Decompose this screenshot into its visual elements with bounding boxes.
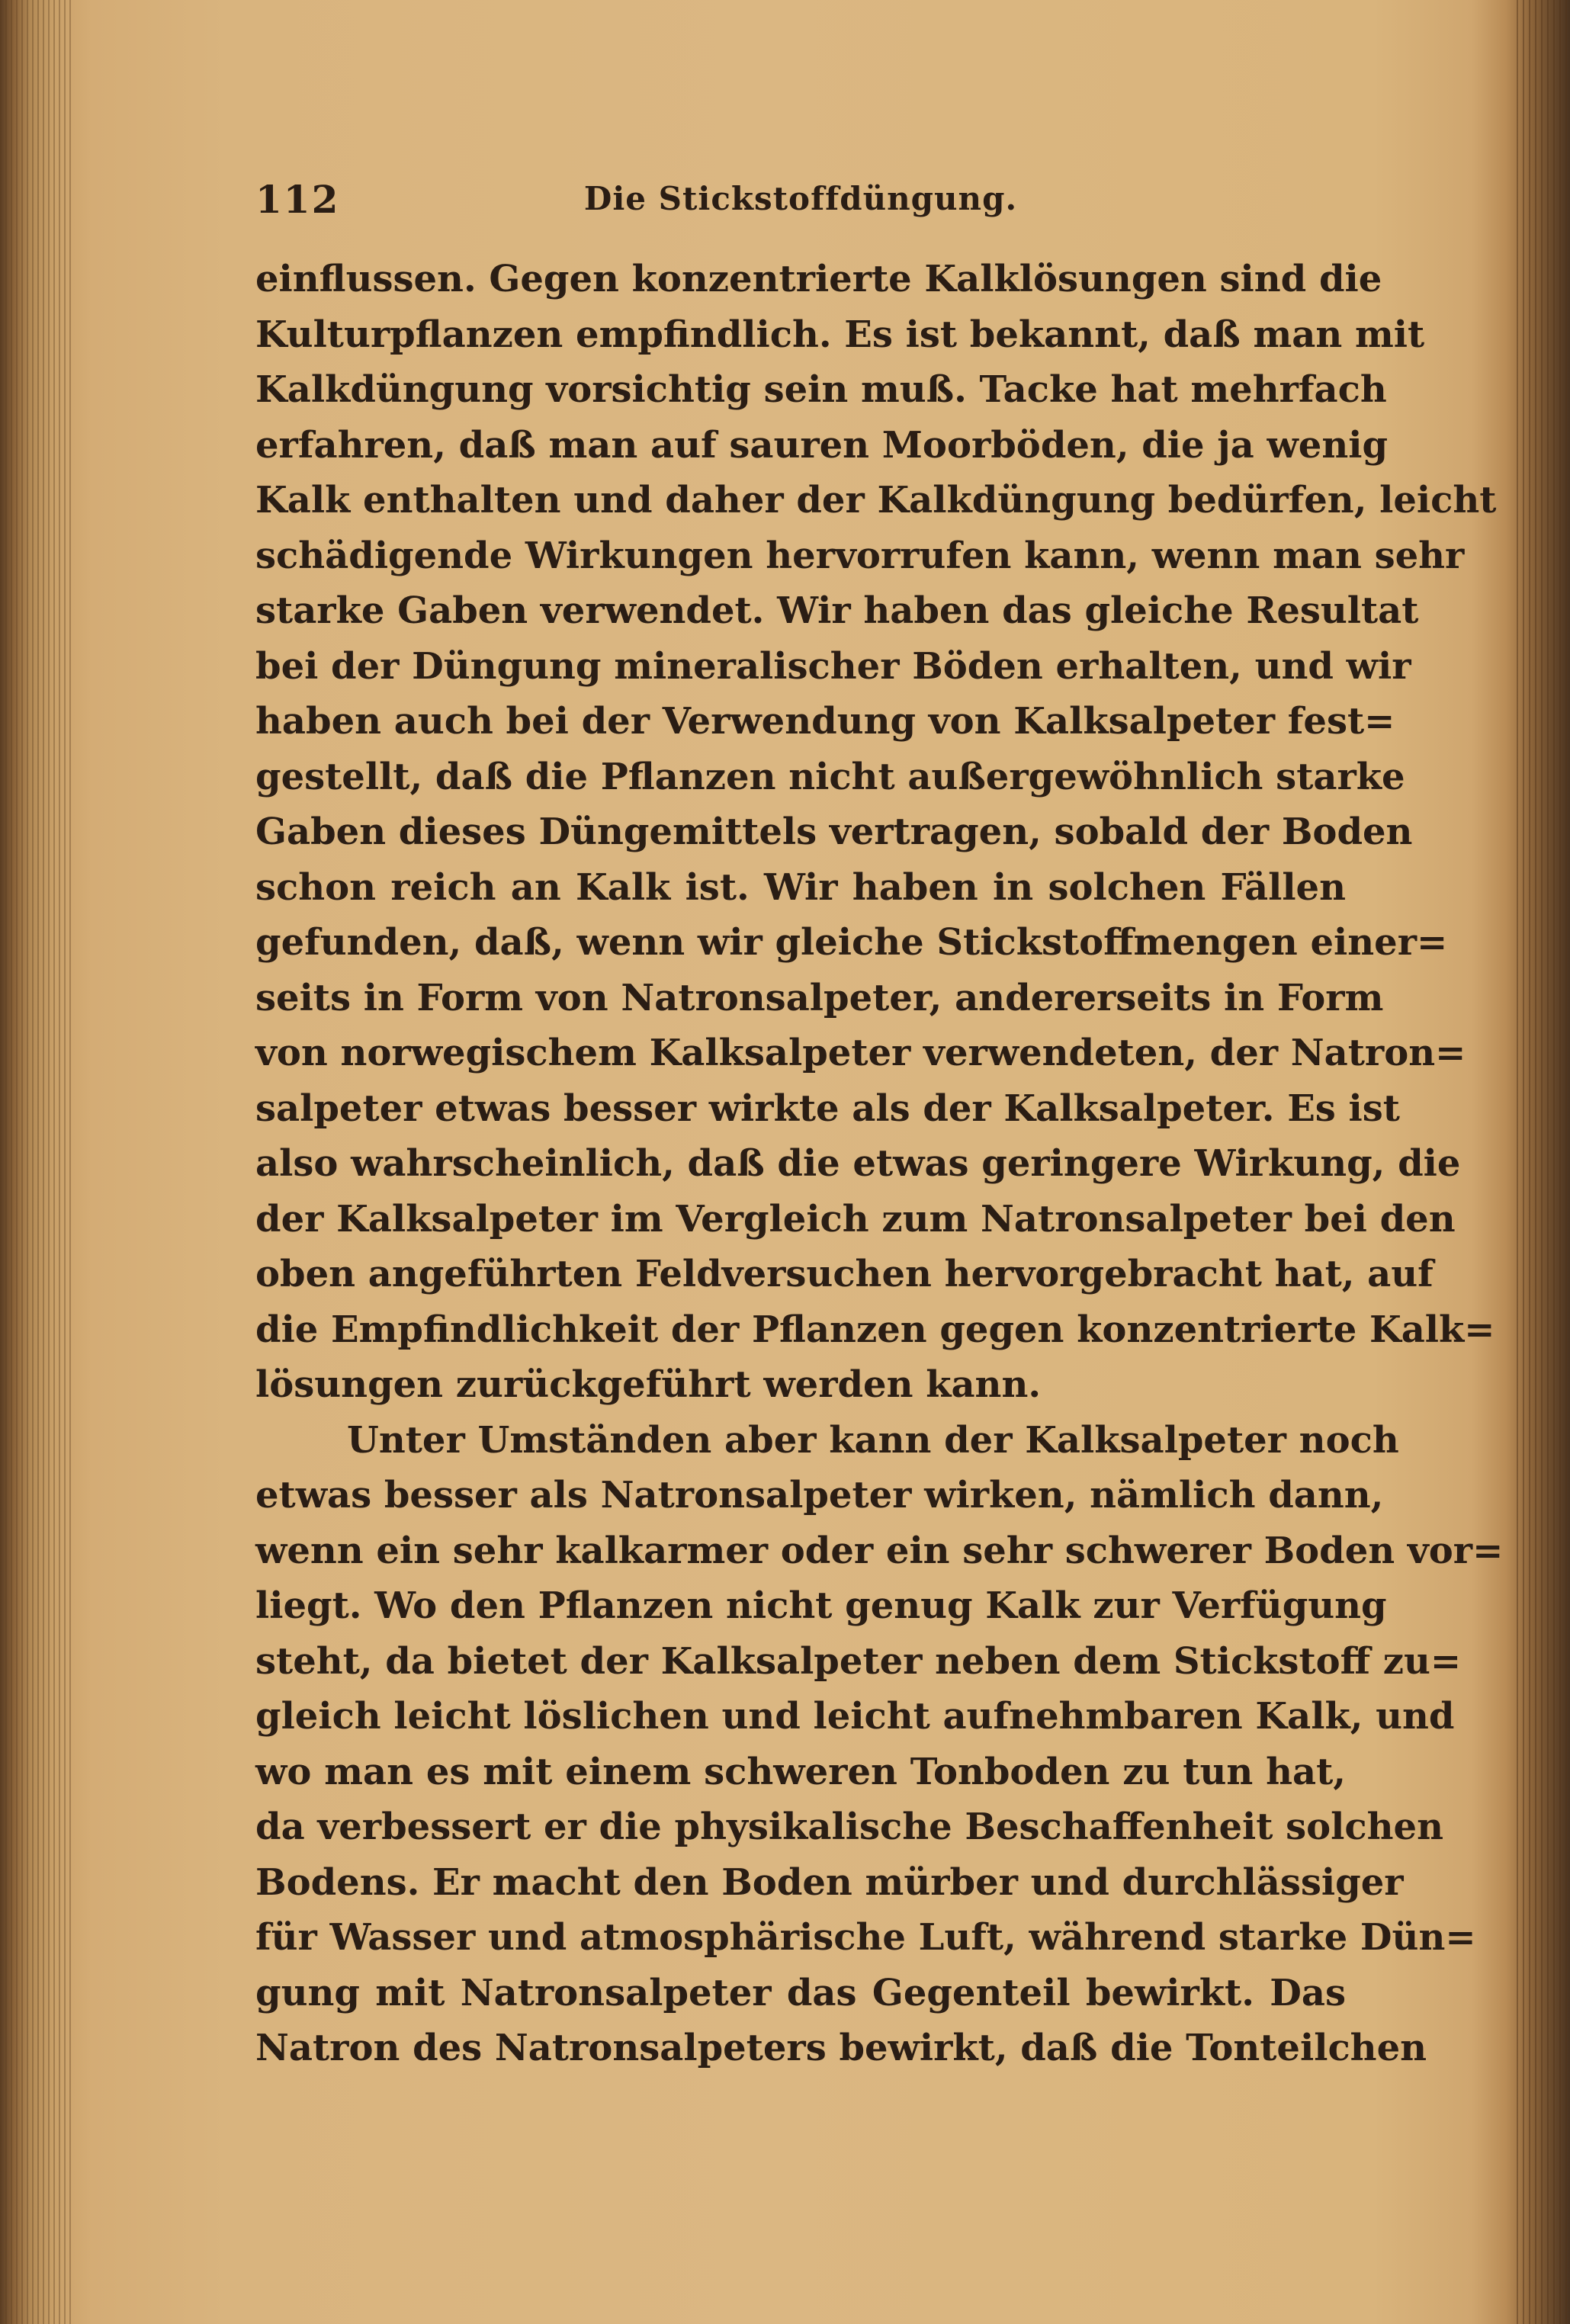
text-line: Natron des Natronsalpeters bewirkt, daß die Tonteilchen: [255, 2027, 1427, 2069]
text-line: haben auch bei der Verwendung von Kalksalpeter fest=: [255, 700, 1395, 743]
text-line: also wahrscheinlich, daß die etwas geringere Wirkung, die: [255, 1142, 1461, 1185]
text-line: schon reich an Kalk ist. Wir haben in solchen Fällen: [255, 865, 1346, 909]
text-line: Unter Umständen aber kann der Kalksalpeter noch: [347, 1418, 1399, 1462]
text-line: der Kalksalpeter im Vergleich zum Natronsalpeter bei den: [255, 1197, 1456, 1241]
page-number: 112: [255, 177, 340, 222]
text-line: gleich leicht löslichen und leicht aufnehmbaren Kalk, und: [255, 1695, 1455, 1738]
text-line: oben angeführten Feldversuchen hervorgebracht hat, auf: [255, 1253, 1434, 1295]
text-line: seits in Form von Natronsalpeter, andererseits in Form: [255, 976, 1384, 1019]
paragraph: [255, 1413, 1504, 2076]
text-line: Kalkdüngung vorsichtig sein muß. Tacke hat mehrfach: [255, 368, 1387, 411]
text-line: starke Gaben verwendet. Wir haben das gleiche Resultat: [255, 589, 1419, 632]
text-line: die Empfindlichkeit der Pflanzen gegen konzentrierte Kalk=: [255, 1308, 1495, 1351]
text-line: gestellt, daß die Pflanzen nicht außergewöhnlich starke: [255, 755, 1405, 798]
text-line: liegt. Wo den Pflanzen nicht genug Kalk zur Verfügung: [255, 1584, 1387, 1627]
body-text: [255, 252, 1504, 2076]
paragraph: [255, 252, 1497, 1413]
text-line: Kulturpflanzen empfindlich. Es ist bekannt, daß man mit: [255, 313, 1425, 356]
text-line: salpeter etwas besser wirkte als der Kalksalpeter. Es ist: [255, 1087, 1400, 1130]
text-line: gefunden, daß, wenn wir gleiche Stickstoffmengen einer=: [255, 921, 1448, 964]
text-line: lösungen zurückgeführt werden kann.: [255, 1363, 1042, 1406]
text-line: etwas besser als Natronsalpeter wirken, nämlich dann,: [255, 1474, 1384, 1517]
text-line: wenn ein sehr kalkarmer oder ein sehr schwerer Boden vor=: [255, 1529, 1504, 1572]
text-line: Kalk enthalten und daher der Kalkdüngung bedürfen, leicht: [255, 479, 1497, 522]
text-line: steht, da bietet der Kalksalpeter neben dem Stickstoff zu=: [255, 1639, 1462, 1683]
text-line: für Wasser und atmosphärische Luft, während starke Dün=: [255, 1916, 1476, 1959]
text-line: Gaben dieses Düngemittels vertragen, sobald der Boden: [255, 811, 1413, 853]
text-line: einflussen. Gegen konzentrierte Kalklösungen sind die: [255, 258, 1382, 300]
text-line: Bodens. Er macht den Boden mürber und durchlässiger: [255, 1860, 1404, 1904]
text-line: von norwegischem Kalksalpeter verwendeten, der Natron=: [255, 1032, 1466, 1074]
text-line: bei der Düngung mineralischer Böden erhalten, und wir: [255, 644, 1411, 688]
text-line: gung mit Natronsalpeter das Gegenteil bewirkt. Das: [255, 1971, 1346, 2014]
text-line: da verbessert er die physikalische Beschaffenheit solchen: [255, 1806, 1443, 1848]
text-line: wo man es mit einem schweren Tonboden zu tun hat,: [255, 1750, 1346, 1793]
text-line: schädigende Wirkungen hervorrufen kann, wenn man sehr: [255, 534, 1465, 577]
text-line: erfahren, daß man auf sauren Moorböden, die ja wenig: [255, 423, 1389, 467]
running-title: Die Stickstoffdüngung.: [583, 180, 1018, 217]
page-header: [255, 177, 1346, 230]
